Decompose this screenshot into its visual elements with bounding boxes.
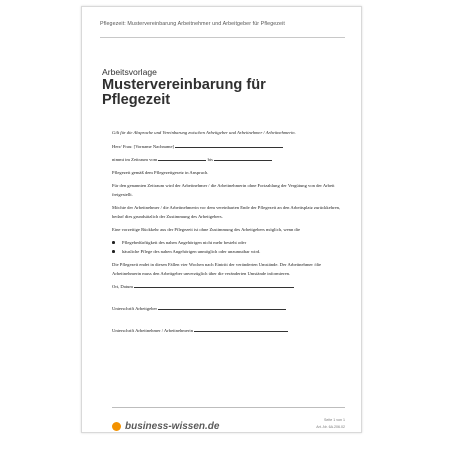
period-start-blank	[158, 156, 206, 161]
brand-name: business-wissen.de	[125, 421, 220, 432]
footer-divider	[112, 407, 345, 408]
period-mid: bis	[207, 157, 213, 162]
header-divider	[100, 37, 345, 38]
document-page	[81, 6, 362, 433]
return-text: Möchte der Arbeitnehmer / die Arbeitnehmerin vor dem vereinbarten Ende der Pflegezeit an den Arbeitsplatz zurückkehren, bedarf dies grundsätzlich der Zustimmung des Arbeitgebers.	[112, 205, 341, 219]
running-header: Pflegezeit: Mustervereinbarung Arbeitnehmer und Arbeitgeber für Pflegezeit	[100, 21, 285, 27]
employer-signature-blank	[158, 305, 286, 310]
article-number: Art.-Nr. 6A.206.02	[316, 425, 345, 429]
list-item: häusliche Pflege des nahen Angehörigen unmöglich oder unzumutbar wird.	[112, 247, 348, 256]
period-end-blank	[214, 156, 272, 161]
period-prefix: nimmt im Zeitraum vom	[112, 157, 158, 162]
early-return-text: Eine vorzeitige Rückkehr aus der Pflegezeit ist ohne Zustimmung des Arbeitgebers möglich, wenn die	[112, 227, 301, 232]
intro-text: Gilt für die Absprache und Vereinbarung zwischen Arbeitgeber und Arbeitnehmer / Arbeitnehmerin.	[112, 130, 296, 135]
period-line	[112, 155, 348, 164]
duration-text: Für den genannten Zeitraum wird der Arbeitnehmer / die Arbeitnehmerin ohne Fortzahlung der Vergütung von der Arbeit freigestellt.	[112, 183, 335, 197]
employee-signature-line: Unterschrift Arbeitnehmer / Arbeitnehmerin	[112, 326, 348, 335]
page-info	[316, 417, 345, 431]
document-body	[112, 128, 348, 339]
page-number: Seite 1 von 1	[324, 418, 345, 422]
place-date-blank	[134, 283, 294, 288]
name-blank	[175, 143, 283, 148]
name-line	[112, 142, 348, 151]
claim-text: Pflegezeit gemäß dem Pflegezeitgesetz in Anspruch.	[112, 170, 209, 175]
condition-list	[112, 238, 348, 256]
list-item: Pflegebedürftigkeit des nahen Angehörigen nicht mehr besteht oder	[112, 238, 348, 247]
brand-dot-icon	[112, 422, 121, 431]
employee-signature-blank	[194, 327, 288, 332]
employer-signature-line: Unterschrift Arbeitgeber	[112, 304, 348, 313]
document-title: Mustervereinbarung für Pflegezeit	[102, 77, 266, 108]
name-label: Herr/ Frau: [Vorname Nachname]	[112, 144, 175, 149]
end-text: Die Pflegezeit endet in diesen Fällen vier Wochen nach Eintritt der veränderten Umstände. Der Arbeitnehmer /die Arbeitnehmerin muss den Arbeitgeber unverzüglich über die veränderten Umstände informieren.	[112, 262, 321, 276]
bullet-icon	[112, 241, 115, 244]
document-kicker: Arbeitsvorlage	[102, 67, 157, 77]
bullet-icon	[112, 250, 115, 253]
place-date-line: Ort, Datum	[112, 282, 348, 291]
brand-logo	[112, 421, 219, 432]
